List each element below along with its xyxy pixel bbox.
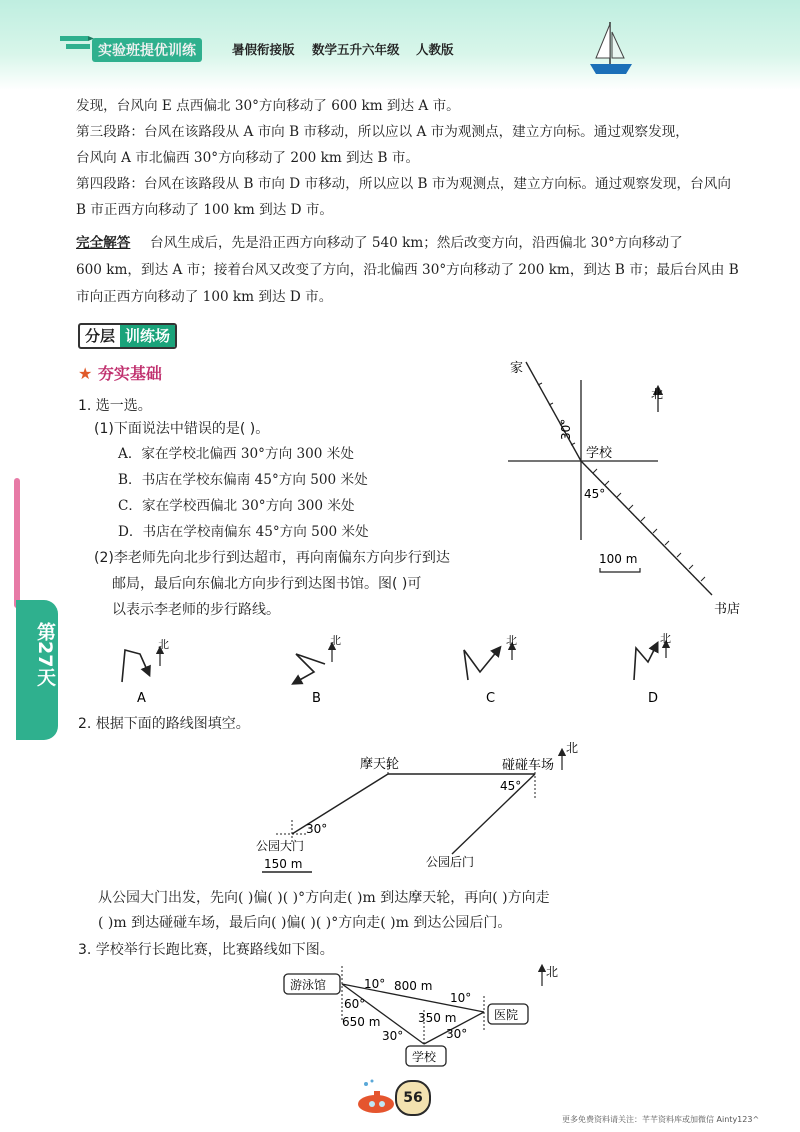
q1-option-c: C．家在学校西偏北 30°方向 300 米处 <box>118 498 355 514</box>
q1-angle-30: 30° <box>559 418 573 440</box>
q1-angle-45: 45° <box>584 487 606 501</box>
svg-text:北: 北 <box>330 634 341 647</box>
footer-note: 更多免费资料请关注：芊芊资料库或加微信 Ainty123^ <box>562 1115 760 1124</box>
pencil-logo-icon <box>58 32 94 54</box>
q1-direction-map <box>500 350 770 630</box>
full-answer-line-1: 台风生成后，先是沿正西方向移动了 540 km；然后改变方向，沿西偏北 30°方向移动了 <box>150 235 683 251</box>
q2-route-bumper-backgate <box>452 774 535 854</box>
choice-a-diagram <box>122 638 169 706</box>
badge-part-2: 训练场 <box>120 325 175 347</box>
q3-distance-650: 650 m <box>342 1015 381 1029</box>
q3-pool-label: 游泳馆 <box>290 978 327 992</box>
edition-label: 暑假衔接版 <box>232 42 295 57</box>
q2-fill-line-1: 从公园大门出发，先向( )偏( )( )°方向走( )m 到达摩天轮，再向( )方向走 <box>98 890 550 906</box>
q1-title: 1. 选一选。 <box>78 398 152 414</box>
publisher-label: 人教版 <box>416 42 454 57</box>
choice-b-diagram <box>296 634 341 706</box>
q1-sub1: (1)下面说法中错误的是( )。 <box>94 421 270 437</box>
brand-title: 实验班提优训练 <box>92 38 202 62</box>
choice-d-label: D <box>648 691 659 706</box>
subject-label: 数学五升六年级 <box>312 42 400 57</box>
choice-b-label: B <box>312 691 321 706</box>
q1-option-a: A．家在学校北偏西 30°方向 300 米处 <box>118 446 354 462</box>
q2-ferris-label: 摩天轮 <box>360 757 400 772</box>
q3-angle-10-a: 10° <box>364 977 386 991</box>
q1-home-label: 家 <box>510 361 524 376</box>
q1-north-label: 北 <box>651 387 664 401</box>
svg-text:北: 北 <box>506 634 517 647</box>
q3-north-label: 北 <box>546 965 559 979</box>
q1-option-b: B．书店在学校东偏南 45°方向 500 米处 <box>118 472 368 488</box>
q3-angle-60: 60° <box>344 997 366 1011</box>
q3-hospital-label: 医院 <box>494 1008 519 1022</box>
q1-sub2-line-2: 邮局，最后向东偏北方向步行到达图书馆。图( )可 <box>112 576 422 592</box>
sailboat-icon <box>588 18 638 78</box>
q2-gate-label: 公园大门 <box>256 839 305 853</box>
q2-backgate-label: 公园后门 <box>426 855 475 869</box>
q1-route-bookstore <box>581 461 712 595</box>
q2-angle-30: 30° <box>306 822 328 836</box>
full-answer-line-3: 市向正西方向移动了 100 km 到达 D 市。 <box>76 289 333 305</box>
page-header <box>0 0 800 90</box>
choice-d-diagram <box>634 632 671 706</box>
q2-fill-line-2: ( )m 到达碰碰车场，最后向( )偏( )( )°方向走( )m 到达公园后门。 <box>98 915 512 931</box>
submarine-icon <box>352 1078 398 1118</box>
badge-part-1: 分层 <box>85 327 116 345</box>
choice-a-label: A <box>137 691 146 706</box>
day-tab-label: 第27天 <box>34 622 56 687</box>
q3-school-label: 学校 <box>412 1050 437 1064</box>
q1-scale-label: 100 m <box>599 552 638 566</box>
q3-angle-10-b: 10° <box>450 991 472 1005</box>
q2-route-map <box>240 738 600 878</box>
choice-c-label: C <box>486 691 496 706</box>
solution-line-2: 第三段路：台风在该路段从 A 市向 B 市移动，所以应以 A 市为观测点，建立方向标。通过观察发现， <box>76 124 689 140</box>
full-answer-label: 完全解答 <box>76 235 131 251</box>
day-tab <box>16 600 58 740</box>
q1-option-d: D．书店在学校南偏东 45°方向 500 米处 <box>118 524 369 540</box>
q2-bumper-label: 碰碰车场 <box>502 758 555 773</box>
q2-scale-label: 150 m <box>264 857 303 871</box>
q1-route-home <box>526 362 581 461</box>
solution-line-4: 第四段路：台风在该路段从 B 市向 D 市移动，所以应以 B 市为观测点，建立方向标。通过观察发现，台风向 <box>76 176 731 192</box>
q2-north-label: 北 <box>566 741 579 755</box>
svg-text:北: 北 <box>660 632 671 645</box>
q1-bookstore-label: 书店 <box>714 602 741 617</box>
q3-title: 3. 学校举行长跑比赛，比赛路线如下图。 <box>78 942 334 958</box>
q1-choice-diagrams <box>100 632 700 712</box>
q3-distance-350: 350 m <box>418 1011 457 1025</box>
q3-distance-800: 800 m <box>394 979 433 993</box>
choice-c-diagram <box>464 634 517 706</box>
q3-angle-30-a: 30° <box>382 1029 404 1043</box>
full-answer-line-2: 600 km，到达 A 市；接着台风又改变了方向，沿北偏西 30°方向移动了 200 km，到达 B 市；最后台风由 B <box>76 262 739 278</box>
q1-sub2-line-1: (2)李老师先向北步行到达超市，再向南偏东方向步行到达 <box>94 550 450 566</box>
star-icon: ★ <box>78 364 93 383</box>
training-badge <box>78 323 177 349</box>
q2-title: 2. 根据下面的路线图填空。 <box>78 716 250 732</box>
section-title: ★ 夯实基础 <box>78 364 162 383</box>
side-accent-bar <box>14 478 20 608</box>
page-number: 56 <box>395 1080 431 1116</box>
q1-scale-bar <box>600 568 640 572</box>
q1-sub2-line-3: 以表示李老师的步行路线。 <box>112 602 280 618</box>
q3-route-map <box>274 960 574 1070</box>
solution-line-5: B 市正西方向移动了 100 km 到达 D 市。 <box>76 202 334 218</box>
solution-line-3: 台风向 A 市北偏西 30°方向移动了 200 km 到达 B 市。 <box>76 150 420 166</box>
svg-text:北: 北 <box>158 638 169 651</box>
q3-angle-30-b: 30° <box>446 1027 468 1041</box>
q2-angle-45: 45° <box>500 779 522 793</box>
solution-line-1: 发现，台风向 E 点西偏北 30°方向移动了 600 km 到达 A 市。 <box>76 98 460 114</box>
q1-school-label: 学校 <box>586 446 613 461</box>
